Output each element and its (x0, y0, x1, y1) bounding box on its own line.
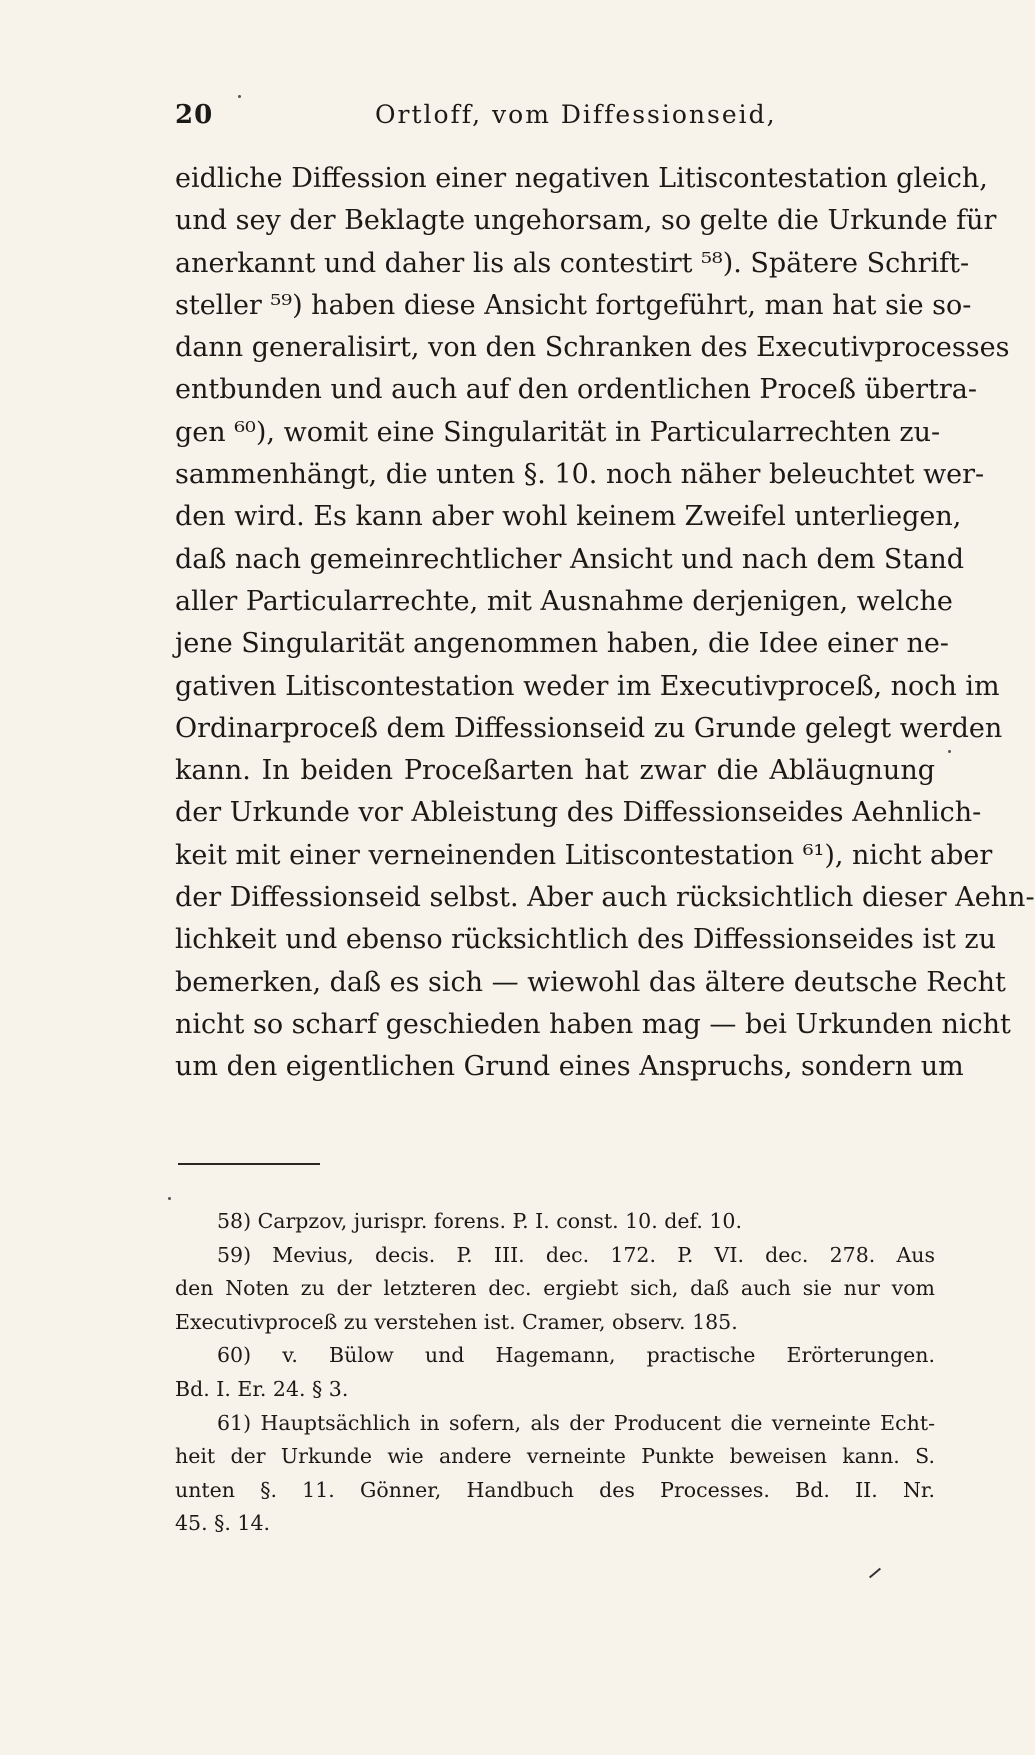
print-mark (869, 1568, 881, 1579)
print-speck (948, 750, 951, 753)
footnote-line: 61) Hauptsächlich in sofern, als der Producent die verneinte Echt- (217, 1410, 935, 1435)
text-line: keit mit einer verneinenden Litiscontestation ⁶¹), nicht aber (175, 839, 993, 871)
text-line: aller Particularrechte, mit Ausnahme derjenigen, welche (175, 585, 953, 617)
footnote-line: 59) Mevius, decis. P. III. dec. 172. P. VI. dec. 278. Aus (217, 1242, 935, 1267)
footnote-line: Bd. I. Er. 24. § 3. (175, 1376, 349, 1401)
text-line: um den eigentlichen Grund eines Anspruchs, sondern um (175, 1051, 964, 1083)
footnote-line: 60) v. Bülow und Hagemann, practische Erörterungen. (217, 1343, 935, 1368)
text-line: anerkannt und daher lis als contestirt ⁵⁸). Spätere Schrift- (175, 247, 970, 279)
footnote-line: Executivproceß zu verstehen ist. Cramer, observ. 185. (175, 1309, 738, 1334)
text-line: der Urkunde vor Ableistung des Diffessionseides Aehnlich- (175, 797, 982, 829)
footnote-line: heit der Urkunde wie andere verneinte Punkte beweisen kann. S. (175, 1444, 935, 1469)
text-line: kann. In beiden Proceßarten hat zwar die Abläugnung (175, 755, 935, 787)
text-line: entbunden und auch auf den ordentlichen Proceß übertra- (175, 374, 978, 406)
text-line: nicht so scharf geschieden haben mag — bei Urkunden nicht (175, 1008, 1011, 1040)
print-speck (238, 95, 241, 98)
text-line: steller ⁵⁹) haben diese Ansicht fortgeführt, man hat sie so- (175, 289, 972, 321)
footnote-line: 58) Carpzov, jurispr. forens. P. I. const. 10. def. 10. (217, 1209, 742, 1233)
text-line: gativen Litiscontestation weder im Executivproceß, noch im (175, 670, 1000, 702)
text-line: jene Singularität angenommen haben, die Idee einer ne- (175, 628, 949, 660)
print-speck (168, 1197, 171, 1200)
text-line: sammenhängt, die unten §. 10. noch näher beleuchtet wer- (175, 459, 985, 491)
text-line: lichkeit und ebenso rücksichtlich des Diffessionseides ist zu (175, 924, 996, 956)
text-line: der Diffessionseid selbst. Aber auch rücksichtlich dieser Aehn- (175, 882, 1035, 914)
footnote-line: unten §. 11. Gönner, Handbuch des Processes. Bd. II. Nr. (175, 1477, 935, 1502)
main-text-block (175, 158, 1035, 1089)
text-line: gen ⁶⁰), womit eine Singularität in Particularrechten zu- (175, 416, 941, 448)
page-header (175, 100, 935, 140)
text-line: Ordinarproceß dem Diffessionseid zu Grunde gelegt werden (175, 712, 1003, 744)
footnote-separator-rule (178, 1163, 320, 1165)
footnotes-block (175, 1205, 935, 1541)
text-line: daß nach gemeinrechtlicher Ansicht und nach dem Stand (175, 543, 965, 575)
text-line: den wird. Es kann aber wohl keinem Zweifel unterliegen, (175, 501, 962, 533)
footnote-line: den Noten zu der letzteren dec. ergiebt sich, daß auch sie nur vom (175, 1276, 935, 1301)
text-line: dann generalisirt, von den Schranken des Executivprocesses (175, 332, 1010, 364)
page-number: 20 (175, 100, 214, 130)
text-line: bemerken, daß es sich — wiewohl das ältere deutsche Recht (175, 966, 1006, 998)
footnote-line: 45. §. 14. (175, 1511, 271, 1536)
running-title: Ortloff, vom Diffessionseid, (375, 100, 777, 129)
text-line: eidliche Diffession einer negativen Litiscontestation gleich, (175, 163, 988, 194)
text-line: und sey der Beklagte ungehorsam, so gelte die Urkunde für (175, 205, 997, 237)
